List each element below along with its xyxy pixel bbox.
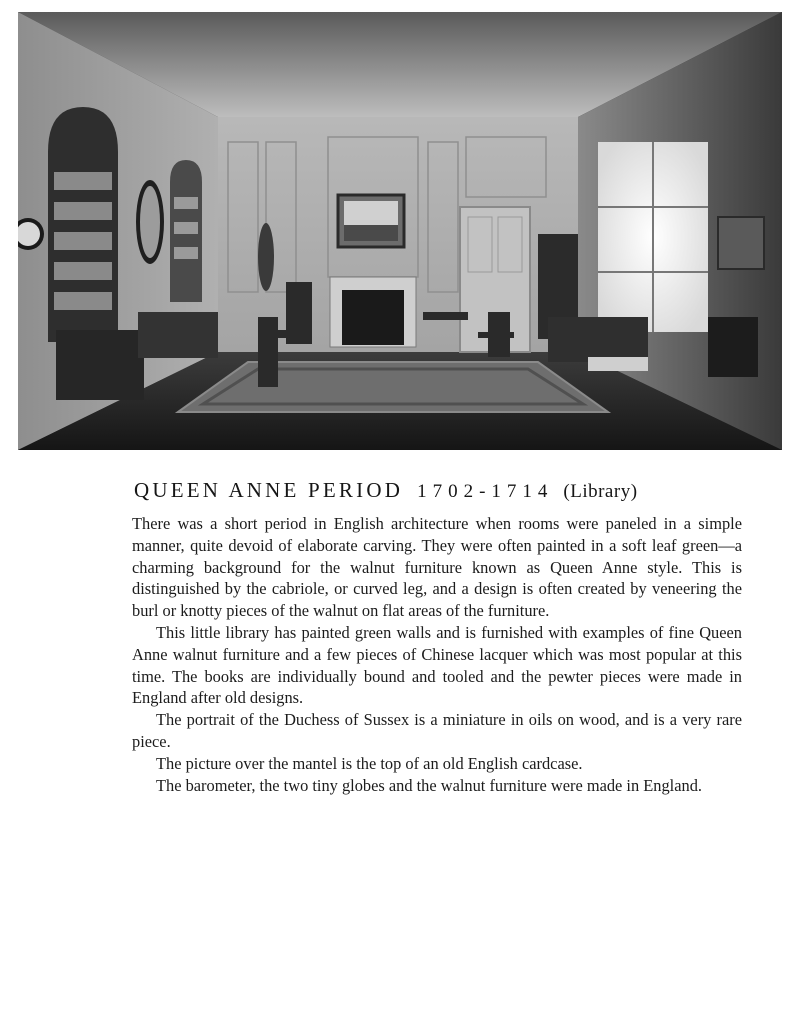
room-illustration [18, 12, 782, 450]
title-subtitle: (Library) [563, 481, 638, 502]
paragraph-mantel-picture: The picture over the mantel is the top of an old English cardcase. [156, 753, 583, 773]
library-room-photo [18, 12, 782, 450]
paragraph-barometer: The barometer, the two tiny globes and the walnut furniture were made in England. [156, 775, 702, 795]
title-main: QUEEN ANNE PERIOD [134, 478, 404, 502]
title-years: 1702-1714 [417, 481, 554, 502]
paragraph-intro: There was a short period in English architecture when rooms were paneled in a simple manner, quite devoid of elaborate carving. They were often painted in a soft leaf green—a charming background for the walnut furniture known as Queen Anne style. This is distinguished by the cabriole, or curved leg, and a design is often created by veneering the burl or knotty pieces of the walnut on flat areas of the furniture. [132, 514, 742, 621]
paragraph-portrait: The portrait of the Duchess of Sussex is a miniature in oils on wood, and is a very rare piece. [132, 710, 742, 751]
page-title [134, 478, 742, 503]
paragraph-library: This little library has painted green walls and is furnished with examples of fine Queen Anne walnut furniture and a few pieces of Chinese lacquer which was most popular at this time. The books are individually bound and tooled and the pewter pieces were made in England after old designs. [132, 622, 742, 708]
caption [132, 478, 742, 796]
